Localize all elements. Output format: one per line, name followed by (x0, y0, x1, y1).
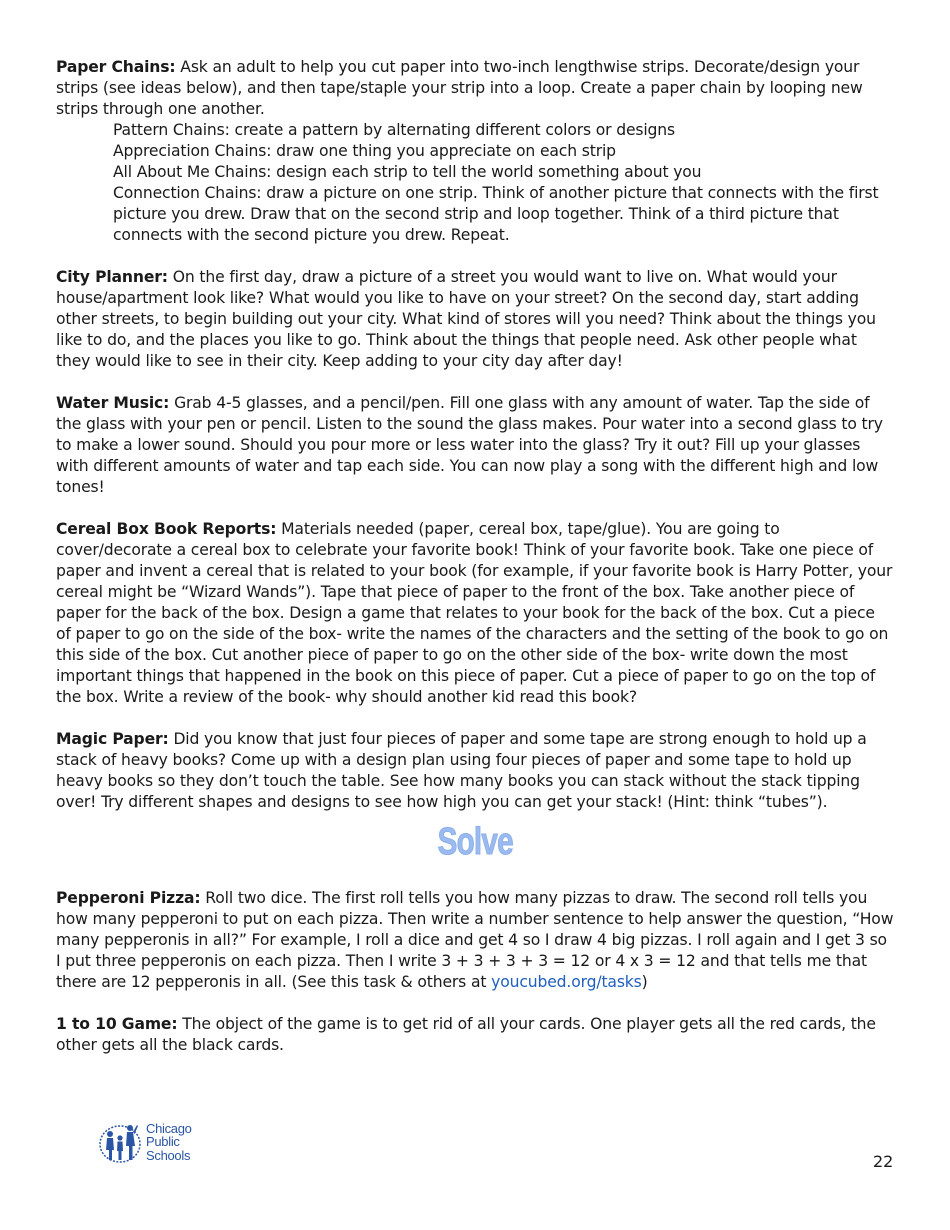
list-item: Appreciation Chains: draw one thing you appreciate on each strip (113, 142, 616, 160)
family-silhouette-icon (98, 1120, 142, 1164)
activity-body: The object of the game is to get rid of all your cards. One player gets all the red cards, the other gets all the black cards. (56, 1015, 876, 1054)
activity-city-planner (56, 267, 894, 372)
activity-body: On the first day, draw a picture of a street you would want to live on. What would your house/apartment look like? What would you like to have on your street? On the second day, start adding other streets, to begin building out your city. What kind of stores will you need? Think about the things you like to do, and the places you like to go. Think about the things that people need. Ask other people what they would like to see in their city. Keep adding to your city day after day! (56, 268, 876, 370)
activity-title: Magic Paper: (56, 730, 169, 748)
section-heading: Solve (437, 821, 513, 863)
paper-chain-ideas-list (56, 120, 894, 246)
youcubed-link[interactable]: youcubed.org/tasks (491, 973, 642, 991)
activity-body: Grab 4-5 glasses, and a pencil/pen. Fill one glass with any amount of water. Tap the side of the glass with your pen or pencil. Listen to the sound the glass makes. Pour water into a second glass to try to make a lower sound. Should you pour more or less water into the glass? Try it out? Fill up your glasses with different amounts of water and tap each side. You can now play a song with the different high and low tones! (56, 394, 883, 496)
document-page (56, 57, 894, 1077)
activity-title: Water Music: (56, 394, 170, 412)
closing-paren: ) (641, 973, 648, 991)
activity-magic-paper (56, 729, 894, 813)
activity-title: Pepperoni Pizza: (56, 889, 201, 907)
activity-cereal-box-book-reports (56, 519, 894, 708)
list-item: Connection Chains: draw a picture on one strip. Think of another picture that connects with the first picture you drew. Draw that on the second strip and loop together. Think of a third picture that connects with the second picture you drew. Repeat. (113, 184, 879, 244)
logo-line: Public (146, 1134, 180, 1150)
list-item: Pattern Chains: create a pattern by alternating different colors or designs (113, 121, 676, 139)
solve-section-header (56, 821, 894, 864)
activity-pepperoni-pizza (56, 888, 894, 993)
activity-body: Did you know that just four pieces of paper and some tape are strong enough to hold up a stack of heavy books? Come up with a design plan using four pieces of paper and some tape to hold up heavy books so they don’t touch the table. See how many books you can stack without the stack tipping over! Try different shapes and designs to see how high you can get your stack! (Hint: think “tubes”). (56, 730, 867, 811)
activity-body: Roll two dice. The first roll tells you how many pizzas to draw. The second roll tells you how many pepperoni to put on each pizza. Then write a number sentence to help answer the question, “How many pepperonis in all?” For example, I roll a dice and get 4 so I draw 4 big pizzas. I roll again and I get 3 so I put three pepperonis on each pizza. Then I write 3 + 3 + 3 + 3 = 12 or 4 x 3 = 12 and that tells me that there are 12 pepperonis in all. (See this task & others at (56, 889, 894, 991)
activity-title: 1 to 10 Game: (56, 1015, 178, 1033)
activity-title: City Planner: (56, 268, 168, 286)
logo-wordmark (146, 1122, 192, 1163)
activity-title: Cereal Box Book Reports: (56, 520, 277, 538)
activity-1-to-10-game (56, 1014, 894, 1056)
chicago-public-schools-logo (98, 1118, 218, 1166)
list-item: All About Me Chains: design each strip to tell the world something about you (113, 163, 702, 181)
page-number: 22 (873, 1152, 894, 1171)
activity-title: Paper Chains: (56, 58, 176, 76)
activity-body: Ask an adult to help you cut paper into two-inch lengthwise strips. Decorate/design your strips (see ideas below), and then tape/staple your strip into a loop. Create a paper chain by looping new strips through one another. (56, 58, 863, 118)
activity-water-music (56, 393, 894, 498)
logo-line: Schools (146, 1147, 191, 1163)
logo-line: Chicago (146, 1120, 192, 1136)
activity-body: Materials needed (paper, cereal box, tape/glue). You are going to cover/decorate a cereal box to celebrate your favorite book! Think of your favorite book. Take one piece of paper and invent a cereal that is related to your book (for example, if your favorite book is Harry Potter, your cereal might be “Wizard Wands”). Tape that piece of paper to the front of the box. Take another piece of paper for the back of the box. Design a game that relates to your book for the back of the box. Cut a piece of paper to go on the side of the box- write the names of the characters and the setting of the book to go on this side of the box. Cut another piece of paper to go on the other side of the box- write down the most important things that happened in the book on this piece of paper. Cut a piece of paper to go on the top of the box. Write a review of the book- why should another kid read this book? (56, 520, 893, 706)
activity-paper-chains (56, 57, 894, 120)
